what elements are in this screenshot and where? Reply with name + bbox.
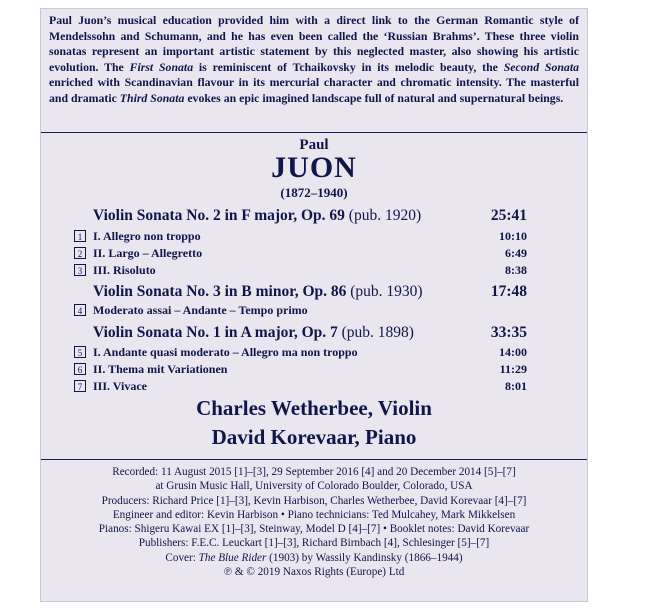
work-title <box>93 207 523 225</box>
track-number: 2 <box>74 247 86 259</box>
track-title: II. Largo – Allegretto <box>93 246 203 260</box>
track-number: 6 <box>74 363 86 375</box>
track-number: 1 <box>74 230 86 242</box>
track-duration: 14:00 <box>499 345 527 359</box>
work-duration: 17:48 <box>490 283 527 300</box>
track-duration: 8:01 <box>505 379 527 393</box>
intro-text-4: evokes an epic imagined landscape full of natural and supernatural beings. <box>184 90 564 105</box>
track-number: 5 <box>74 346 86 358</box>
track-title: III. Vivace <box>93 379 147 393</box>
intro-em-first-sonata: First Sonata <box>129 59 194 74</box>
composer-years: (1872–1940) <box>280 185 348 200</box>
track-title: II. Thema mit Variationen <box>93 362 228 376</box>
credit-publishers: Publishers: F.E.C. Leuckart [1]–[3], Richard Birnbach [4], Schlesinger [5]–[7] <box>138 537 490 550</box>
work-duration: 25:41 <box>490 207 527 224</box>
credit-cover <box>41 551 587 565</box>
track-title: III. Risoluto <box>93 263 156 277</box>
performer-violin: Charles Wetherbee, Violin <box>196 396 432 420</box>
track-number: 3 <box>74 264 86 276</box>
cover-title: The Blue Rider <box>198 551 267 564</box>
work-title <box>93 324 523 342</box>
track-duration: 6:49 <box>505 246 527 260</box>
intro-text-2: is reminiscent of Tchaikovsky in its melodic beauty, the <box>193 59 504 74</box>
intro-text-3: enriched with Scandinavian flavour in its mercurial character and chromatic intensity. The masterful and dramatic <box>49 75 579 105</box>
divider-bottom <box>41 459 587 460</box>
credit-recorded: Recorded: 11 August 2015 [1]–[3], 29 September 2016 [4] and 20 December 2014 [5]–[7] <box>112 466 516 478</box>
credit-producers: Producers: Richard Price [1]–[3], Kevin Harbison, Charles Wetherbee, David Korevaar [4]–[7] <box>101 494 527 507</box>
credit-venue: at Grusin Music Hall, University of Colorado Boulder, Colorado, USA <box>155 480 473 493</box>
credit-pianos: Pianos: Shigeru Kawai EX [1]–[3], Steinway, Model D [4]–[7] • Booklet notes: David Korevaar <box>98 523 530 536</box>
credits-block <box>41 465 587 579</box>
credit-copyright: ℗ & © 2019 Naxos Rights (Europe) Ltd <box>223 566 405 579</box>
work-duration: 33:35 <box>490 324 527 341</box>
work-name: Violin Sonata No. 2 in F major, Op. 69 <box>93 207 345 224</box>
track-title: I. Andante quasi moderato – Allegro ma non troppo <box>93 345 358 359</box>
work-pub: (pub. 1898) <box>341 324 414 341</box>
track-number: 7 <box>74 380 86 392</box>
composer-last-name: JUON <box>271 151 357 184</box>
work-name: Violin Sonata No. 3 in B minor, Op. 86 <box>93 283 347 300</box>
tray-card <box>40 8 588 602</box>
track-number: 4 <box>74 304 86 316</box>
performer-piano: David Korevaar, Piano <box>211 425 417 449</box>
track-title: I. Allegro non troppo <box>93 229 201 243</box>
cover-prefix: Cover: <box>165 551 199 564</box>
intro-em-second-sonata: Second Sonata <box>503 59 580 74</box>
credit-engineer: Engineer and editor: Kevin Harbison • Piano technicians: Ted Mulcahey, Mark Mikkelsen <box>112 508 516 521</box>
composer-first-name: Paul <box>299 137 329 153</box>
divider-top <box>41 132 587 133</box>
intro-em-third-sonata: Third Sonata <box>119 90 185 105</box>
cover-suffix: (1903) by Wassily Kandinsky (1866–1944) <box>266 551 463 564</box>
work-title <box>93 283 523 301</box>
track-duration: 11:29 <box>499 362 527 376</box>
intro-text-1: Paul Juon’s musical education provided him with a direct link to the German Romantic style of Mendelssohn and Schumann, and he has even been called the ‘Russian Brahms’. These three violin sonatas represent an important artistic statement by this neglected master, also showing his artistic evolution. The <box>49 13 579 74</box>
track-duration: 8:38 <box>505 263 527 277</box>
work-name: Violin Sonata No. 1 in A major, Op. 7 <box>93 324 338 341</box>
work-pub: (pub. 1920) <box>348 207 422 224</box>
work-pub: (pub. 1930) <box>350 283 423 300</box>
intro-paragraph <box>49 13 579 107</box>
track-duration: 10:10 <box>499 229 527 243</box>
track-title: Moderato assai – Andante – Tempo primo <box>93 303 308 317</box>
